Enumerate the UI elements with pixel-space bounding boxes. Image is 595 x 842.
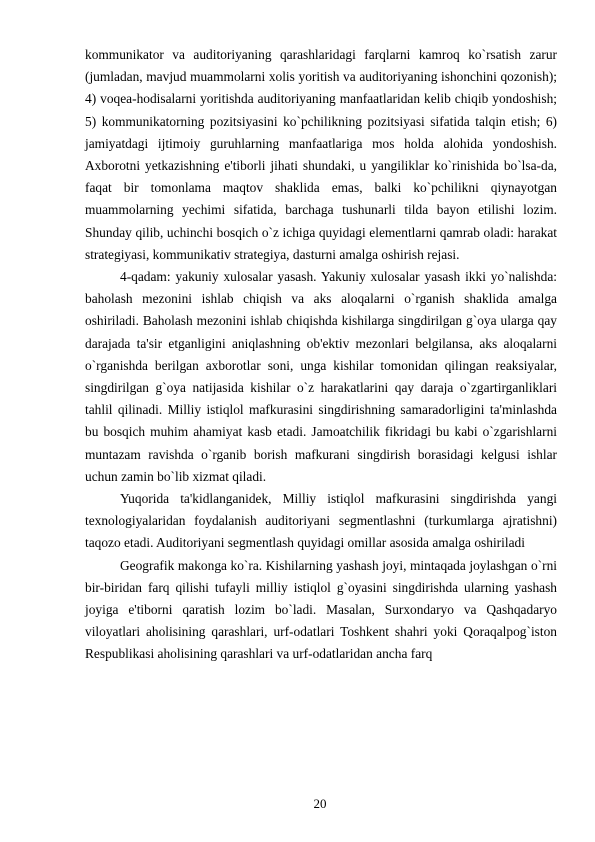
paragraph-4: Geografik makonga ko`ra. Kishilarning yashash joyi, mintaqada joylashgan o`rni bir-biridan farq qilishi tufayli milliy istiqlol g`oyasini singdirishda ularning yashash joyiga e'tiborni qaratish lozim bo`ladi. Masalan, Surxondaryo va Qashqadaryo viloyatlari aholisining qarashlari, urf-odatlari Toshkent shahri yoki Qoraqalpog`iston Respublikasi aholisining qarashlari va urf-odatlaridan ancha farq — [85, 557, 557, 662]
document-page — [85, 44, 557, 666]
page-number: 20 — [313, 796, 327, 811]
paragraph-3: Yuqorida ta'kidlanganidek, Milliy istiqlol mafkurasini singdirishda yangi texnologiyalaridan foydalanish auditoriyani segmentlashni (turkumlarga ajratishni) taqozo etadi. Auditoriyani segmentlash quyidagi omillar asosida amalga oshiriladi — [85, 491, 557, 551]
paragraph-2: 4-qadam: yakuniy xulosalar yasash. Yakuniy xulosalar yasash ikki yo`nalishda: baholash mezonini ishlab chiqish va aks aloqalarni o`rganish shaklida amalga oshiriladi. Baholash mezonini ishlab chiqishda kishilarga singdirilgan g`oya ularga qay darajada ta'sir etganligini aniqlashning ob'ektiv mezonlari belgilansa, aks aloqalarni o`rganishda berilgan axborotlar soni, unga kishilar tomonidan qilingan reaksiyalar, singdirilgan g`oya natijasida kishilar o`z harakatlarini qay daraja o`zgartirganliklari tahlil qilinadi. Milliy istiqlol mafkurasini singdirishning samaradorligini ta'minlashda bu bosqich muhim ahamiyat kasb etadi. Jamoatchilik fikridagi bu kabi o`zgarishlarni muntazam ravishda o`rganib borish mafkurani singdirish borasidagi kelgusi ishlar uchun zamin bo`lib xizmat qiladi. — [85, 269, 557, 484]
paragraph-1: kommunikator va auditoriyaning qarashlaridagi farqlarni kamroq ko`rsatish zarur (jumladan, mavjud muammolarni xolis yoritish va auditoriyaning ishonchini qozonish); 4) voqea-hodisalarni yoritishda auditoriyaning manfaatlaridan kelib chiqib yondoshish; 5) kommunikatorning pozitsiyasini ko`pchilikning pozitsiyasi sifatida talqin etish; 6) jamiyatdagi ijtimoiy guruhlarning manfaatlariga mos holda alohida yondoshish. Axborotni yetkazishning e'tiborli jihati shundaki, u yangiliklar ko`rinishida bo`lsa-da, faqat bir tomonlama maqtov shaklida emas, balki ko`pchilikni qiynayotgan muammolarning yechimi sifatida, barchaga tushunarli tilda bayon etilishi lozim. Shunday qilib, uchinchi bosqich o`z ichiga quyidagi elementlarni qamrab oladi: harakat strategiyasi, kommunikativ strategiya, dasturni amalga oshirish rejasi. — [85, 47, 557, 262]
